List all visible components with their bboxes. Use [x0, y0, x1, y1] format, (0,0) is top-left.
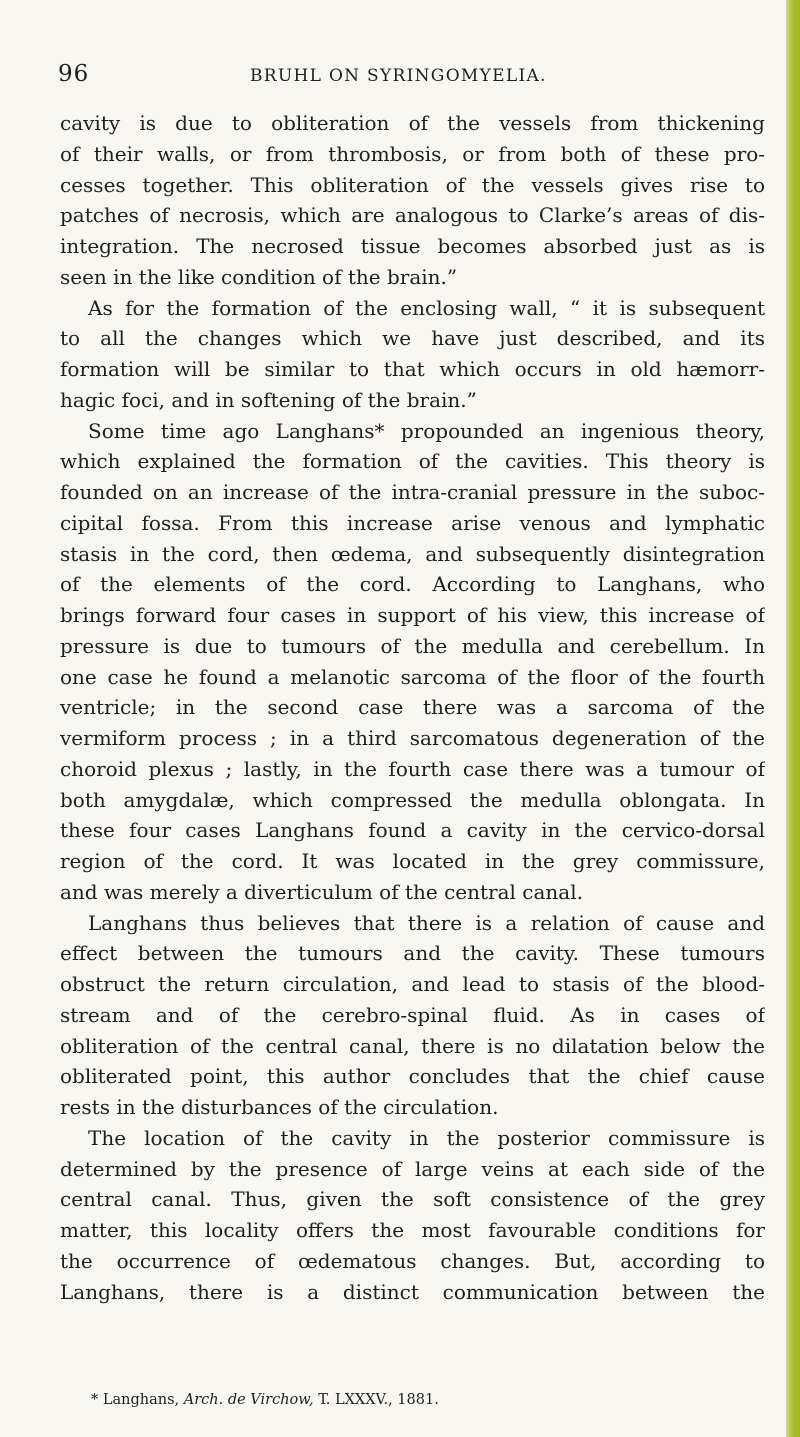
- text-line: determined by the presence of large veins at each side of the: [60, 1156, 765, 1181]
- text-line: cipital fossa. From this increase arise venous and lymphatic: [60, 510, 765, 535]
- footnote-marker: *: [91, 1392, 99, 1408]
- footnote-author: Langhans,: [102, 1392, 180, 1408]
- text-line: hagic foci, and in softening of the brain.”: [60, 387, 477, 412]
- text-line: and was merely a diverticulum of the central canal.: [60, 879, 583, 904]
- text-line: vermiform process ; in a third sarcomatous degeneration of the: [60, 726, 765, 750]
- text-line: effect between the tumours and the cavity. These tumours: [60, 941, 765, 966]
- text-line: choroid plexus ; lastly, in the fourth case there was a tumour of: [60, 756, 765, 781]
- footnote-details: T. LXXXV., 1881.: [318, 1392, 439, 1408]
- text-line: The location of the cavity in the posterior commissure is: [88, 1125, 765, 1150]
- text-line: the occurrence of œdematous changes. But, according to: [60, 1248, 765, 1273]
- text-line: seen in the like condition of the brain.”: [60, 264, 458, 289]
- text-line: obliterated point, this author concludes that the chief cause: [60, 1064, 765, 1089]
- text-line: stream and of the cerebro-spinal fluid. As in cases of: [60, 1002, 765, 1027]
- text-line: cesses together. This obliteration of the vessels gives rise to: [60, 172, 765, 197]
- text-line: obliteration of the central canal, there is no dilatation below the: [60, 1033, 765, 1058]
- text-line: pressure is due to tumours of the medulla and cerebellum. In: [60, 633, 765, 658]
- text-line: matter, this locality offers the most favourable conditions for: [60, 1218, 765, 1242]
- text-line: stasis in the cord, then œdema, and subsequently disintegration: [60, 541, 765, 566]
- text-line: Langhans, there is a distinct communication between the: [60, 1279, 765, 1304]
- text-line: founded on an increase of the intra-cranial pressure in the suboc-: [60, 480, 765, 504]
- text-line: obstruct the return circulation, and lead to stasis of the blood-: [60, 972, 765, 996]
- text-line: central canal. Thus, given the soft consistence of the grey: [60, 1187, 765, 1212]
- text-line: Langhans thus believes that there is a relation of cause and: [88, 910, 765, 935]
- text-line: of the elements of the cord. According to Langhans, who: [60, 572, 765, 597]
- text-line: which explained the formation of the cavities. This theory is: [60, 449, 765, 474]
- page-number: 96: [58, 61, 90, 87]
- running-head: BRUHL ON SYRINGOMYELIA.: [250, 66, 547, 86]
- text-line: Some time ago Langhans* propounded an ingenious theory,: [88, 418, 765, 443]
- text-line: one case he found a melanotic sarcoma of the floor of the fourth: [60, 664, 765, 689]
- text-line: cavity is due to obliteration of the vessels from thickening: [60, 111, 765, 135]
- text-line: brings forward four cases in support of his view, this increase of: [60, 603, 765, 627]
- page-edge-binding: [786, 0, 800, 1437]
- text-line: As for the formation of the enclosing wall, “ it is subsequent: [88, 295, 765, 320]
- text-line: ventricle; in the second case there was a sarcoma of the: [60, 695, 765, 720]
- text-line: rests in the disturbances of the circulation.: [60, 1095, 499, 1119]
- text-line: to all the changes which we have just described, and its: [60, 326, 765, 351]
- body-text: [60, 108, 765, 1307]
- footnote: [91, 1390, 439, 1410]
- text-line: integration. The necrosed tissue becomes absorbed just as is: [60, 234, 765, 258]
- text-line: of their walls, or from thrombosis, or from both of these pro-: [60, 141, 765, 166]
- text-line: region of the cord. It was located in the grey commissure,: [60, 849, 765, 873]
- text-line: formation will be similar to that which occurs in old hæmorr-: [60, 357, 765, 381]
- footnote-journal: Arch. de Virchow,: [183, 1392, 314, 1408]
- text-line: patches of necrosis, which are analogous to Clarke’s areas of dis-: [60, 203, 765, 228]
- text-line: both amygdalæ, which compressed the medulla oblongata. In: [60, 787, 765, 812]
- text-line: these four cases Langhans found a cavity in the cervico-dorsal: [60, 818, 765, 843]
